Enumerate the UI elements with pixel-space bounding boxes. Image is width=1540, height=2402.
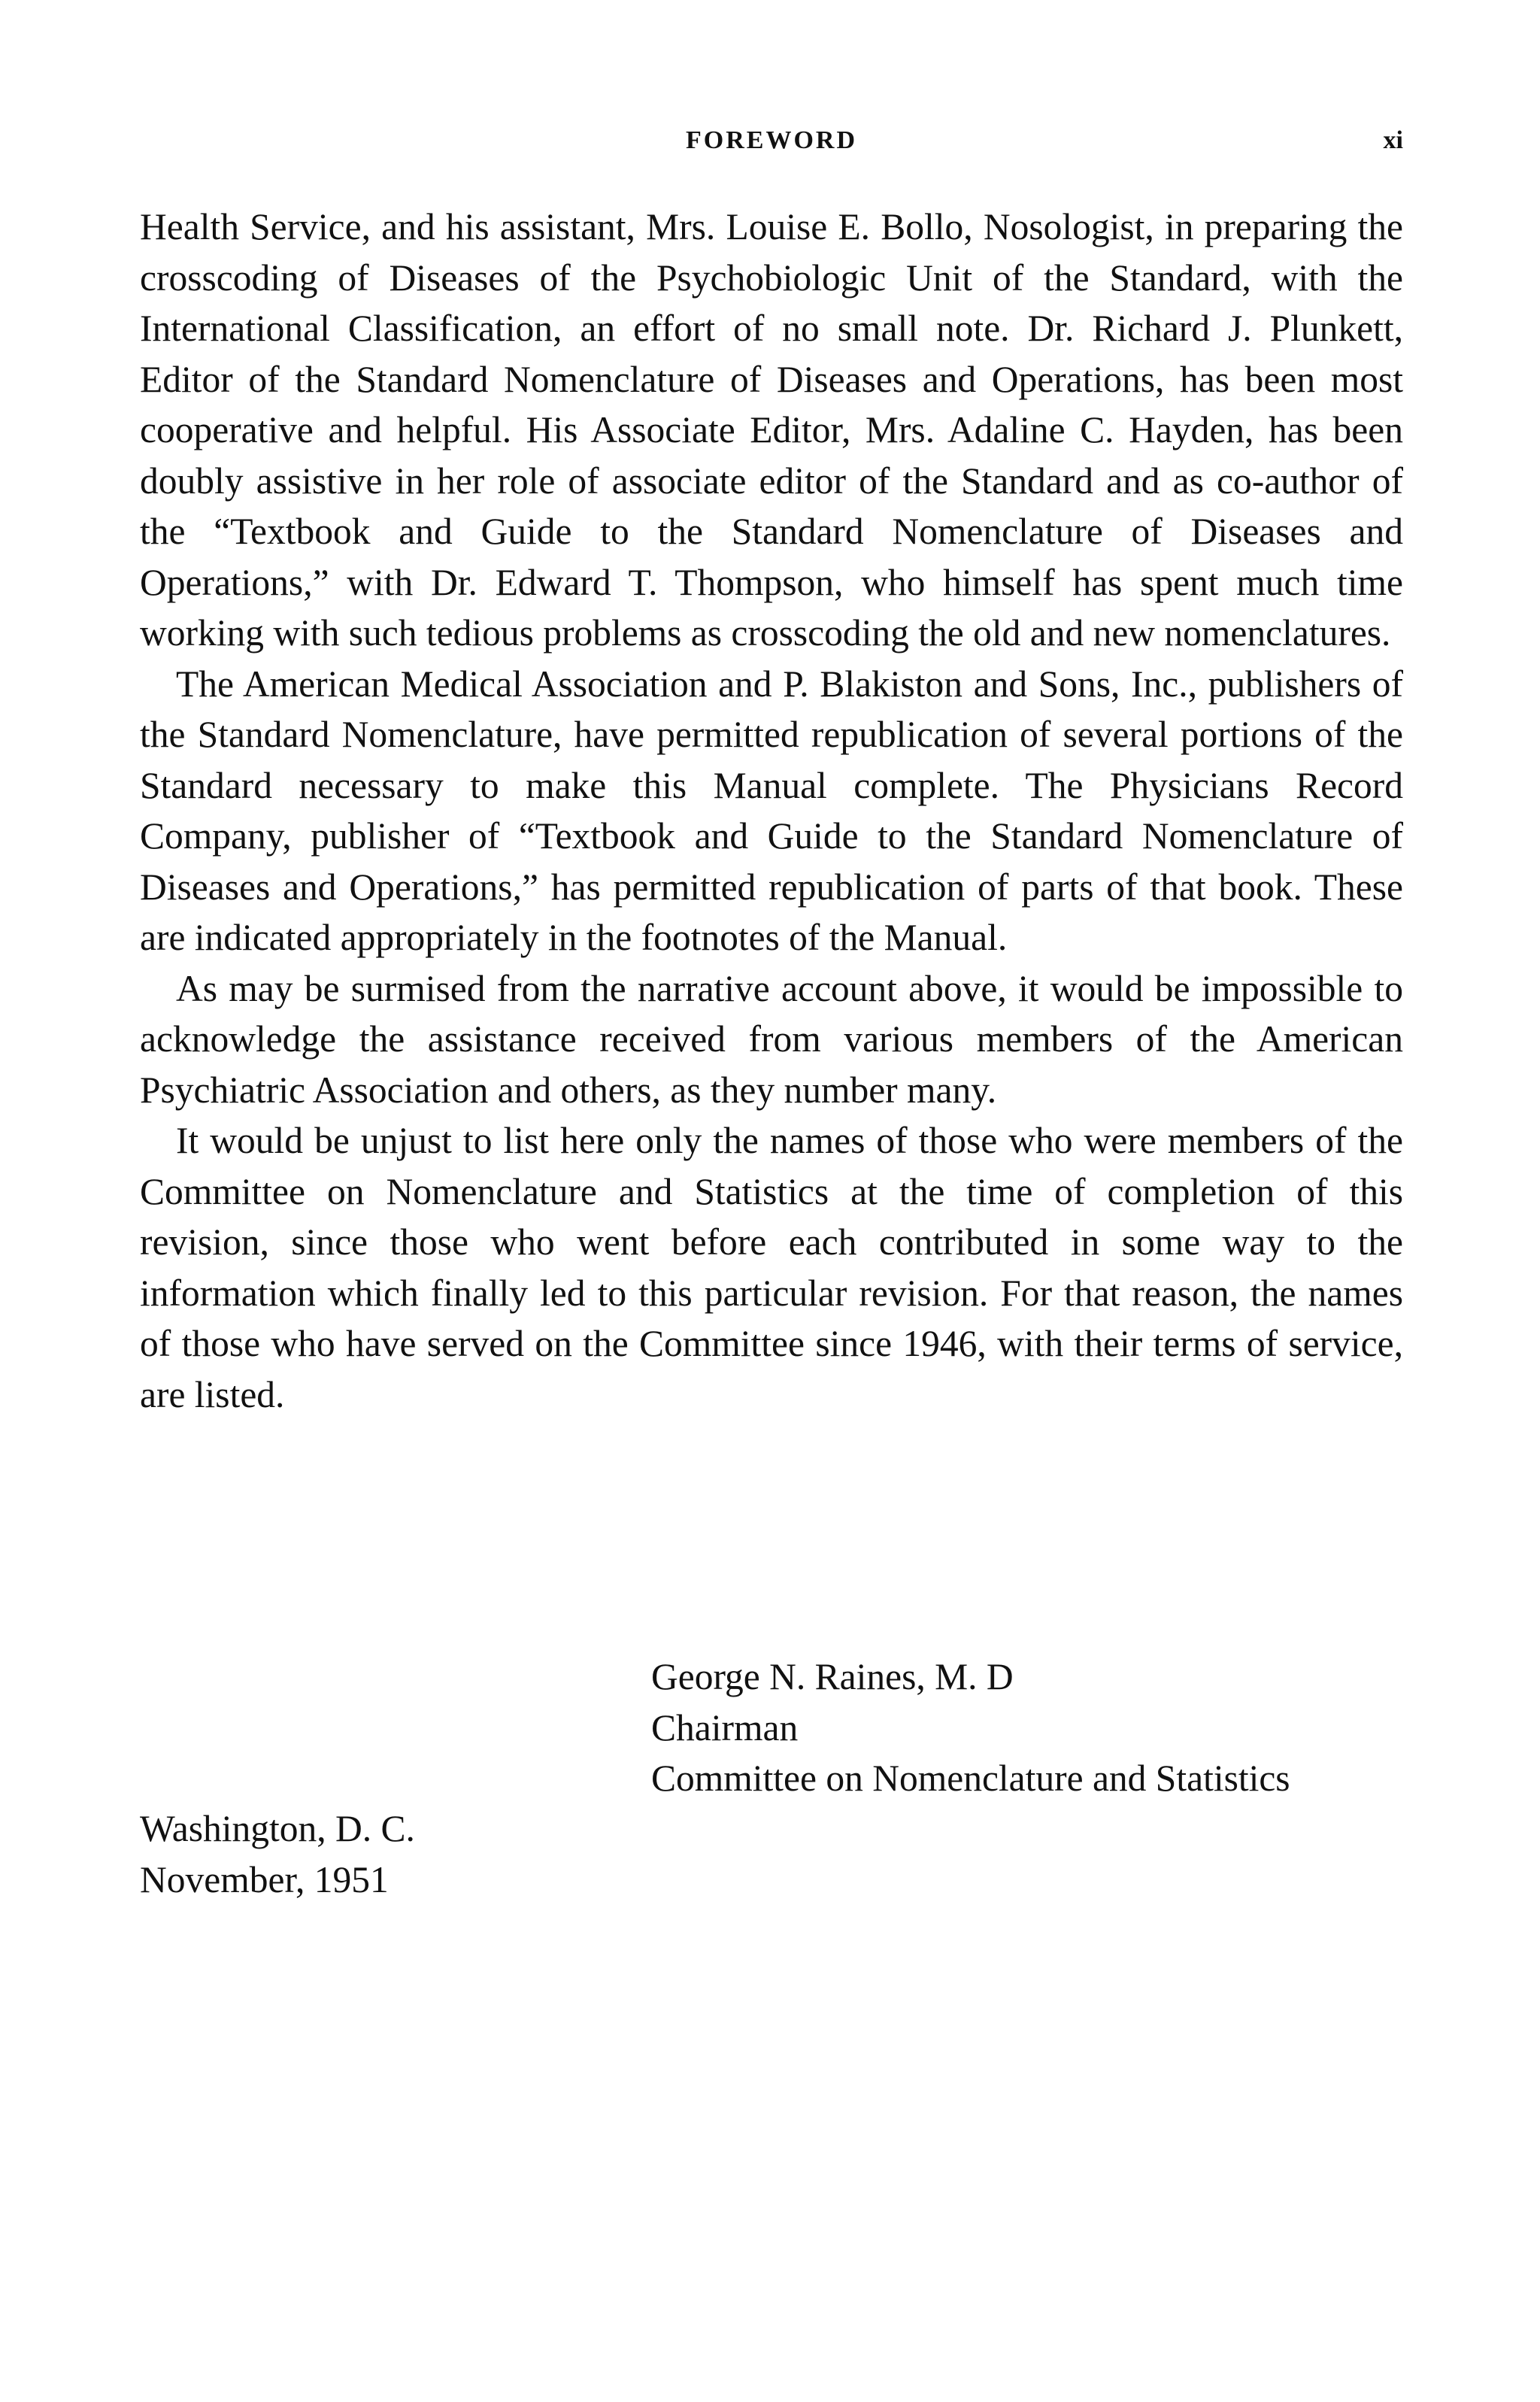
paragraph-continued: Health Service, and his assistant, Mrs. Louise E. Bollo, Nosologist, in preparing the crosscoding of Diseases of the Psychobiologic Unit of the Standard, with the International Classification, an effort of no small note. Dr. Richard J. Plunkett, Editor of the Standard Nomenclature of Diseases and Operations, has been most cooperative and helpful. His Associate Editor, Mrs. Adaline C. Hayden, has been doubly assistive in her role of associate editor of the Standard and as co-author of the “Textbook and Guide to the Standard Nomenclature of Diseases and Operations,” with Dr. Edward T. Thompson, who himself has spent much time working with such tedious problems as crosscoding the old and new nomenclatures. <box>140 206 1403 654</box>
place: Washington, D. C. <box>140 1808 415 1849</box>
running-head <box>140 126 1403 171</box>
body-text <box>140 202 1403 1420</box>
date: November, 1951 <box>140 1858 389 1900</box>
page-number: xi <box>1383 126 1403 154</box>
signatory-title: Chairman <box>651 1706 799 1748</box>
paragraph-publishers: The American Medical Association and P. Blakiston and Sons, Inc., publishers of the Standard Nomenclature, have permitted republication of several portions of the Standard necessary to make this Manual complete. The Physicians Record Company, publisher of “Textbook and Guide to the Standard Nomenclature of Diseases and Operations,” has permitted republication of parts of that book. These are indicated appropriately in the footnotes of the Manual. <box>140 663 1403 958</box>
paragraph-acknowledgment: As may be surmised from the narrative account above, it would be impossible to acknowledge the assistance received from various members of the American Psychiatric Association and others, as they number many. <box>140 967 1403 1111</box>
running-title: FOREWORD <box>686 126 857 154</box>
place-date-block <box>140 1803 415 1905</box>
signatory-name: George N. Raines, M. D <box>651 1656 1014 1697</box>
paragraph-committee: It would be unjust to list here only the names of those who were members of the Committee on Nomenclature and Statistics at the time of completion of this revision, since those who went before each contributed in some way to the information which finally led to this particular revision. For that reason, the names of those who have served on the Committee since 1946, with their terms of service, are listed. <box>140 1120 1403 1415</box>
signature-block <box>651 1651 1290 1804</box>
signatory-committee: Committee on Nomenclature and Statistics <box>651 1758 1290 1799</box>
